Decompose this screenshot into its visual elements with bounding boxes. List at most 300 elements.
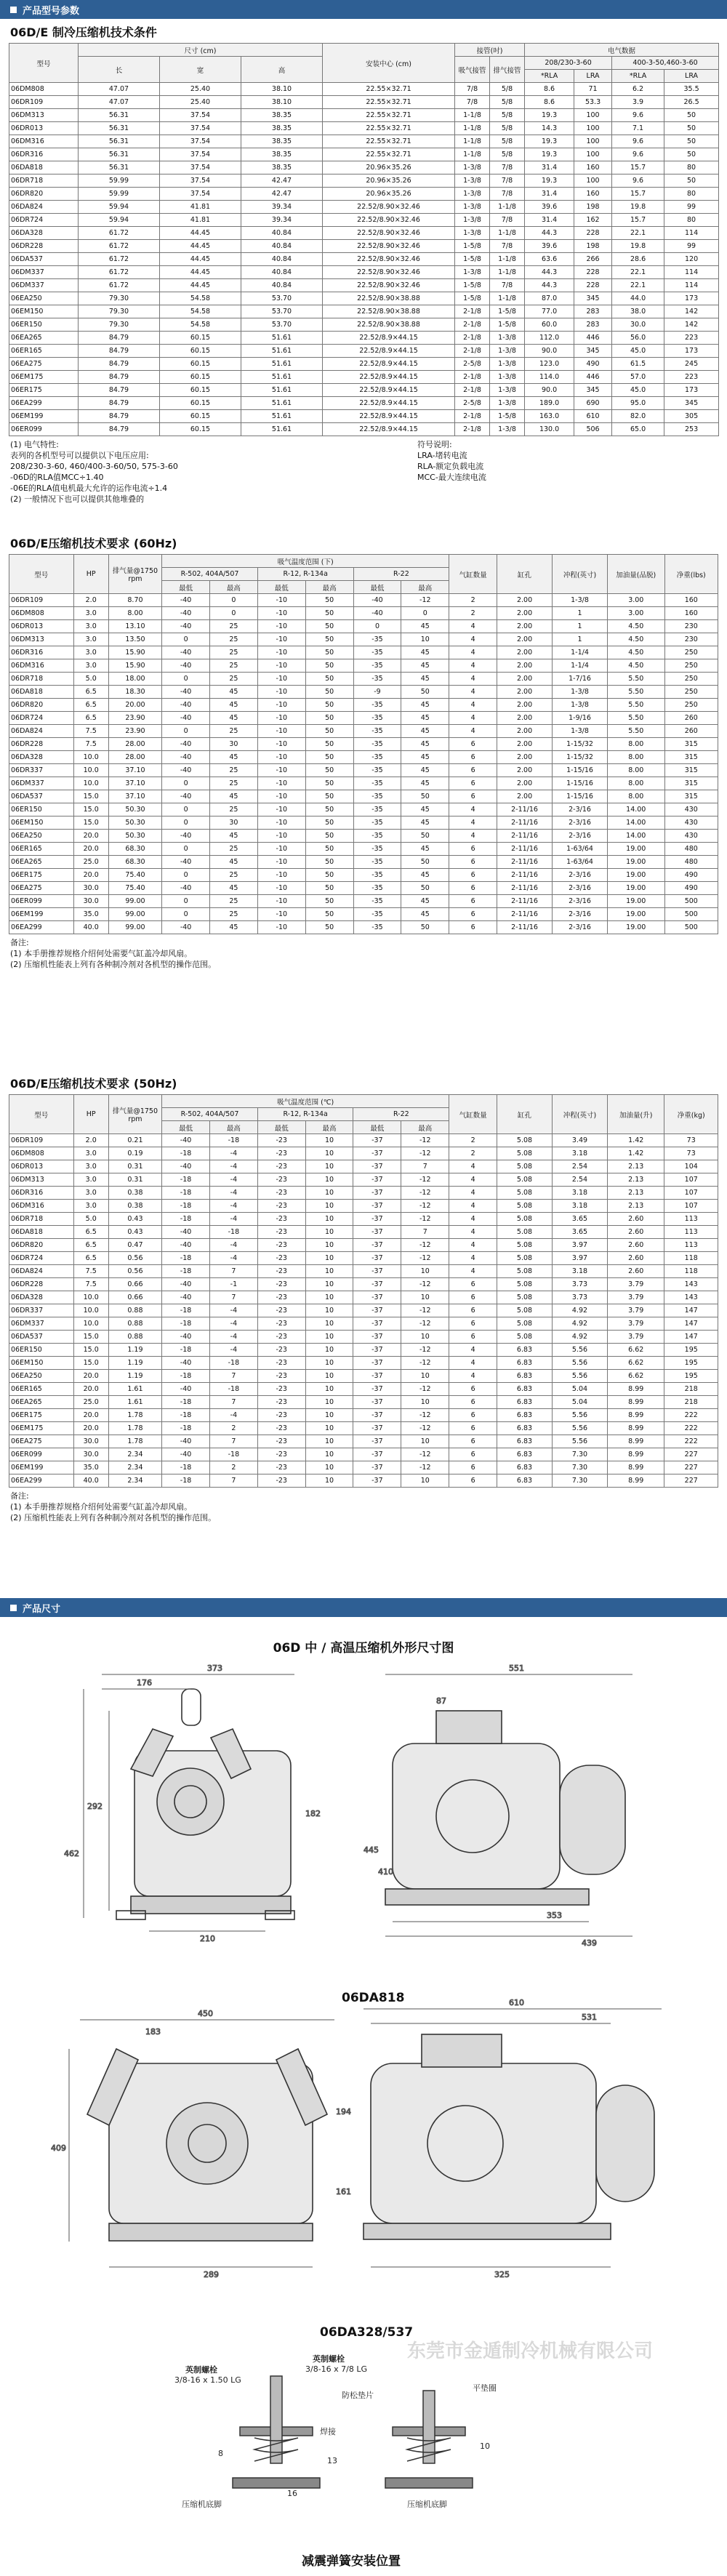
table-cell: 430 xyxy=(664,830,718,843)
table-cell: -37 xyxy=(353,1147,401,1160)
table-cell: 06EM175 xyxy=(9,371,79,384)
table-cell: 1-15/16 xyxy=(553,790,608,803)
table-cell: 68.30 xyxy=(108,856,161,869)
table-cell: 1-3/8 xyxy=(553,725,608,738)
table-cell: 5/8 xyxy=(490,148,525,161)
dim-610: 610 xyxy=(509,1998,524,2007)
table-cell: 1-1/8 xyxy=(490,292,525,305)
table-cell: 06DM808 xyxy=(9,1147,74,1160)
col-max: 最高 xyxy=(210,581,258,594)
col-min: 最低 xyxy=(353,1121,401,1134)
table-cell: 6 xyxy=(449,764,497,777)
table-cell: -37 xyxy=(353,1331,401,1344)
table-cell: 47.07 xyxy=(79,83,160,96)
section-bar xyxy=(0,0,727,19)
table-cell: 37.54 xyxy=(160,109,241,122)
table-cell: -12 xyxy=(401,1383,449,1396)
table-row xyxy=(9,699,718,712)
table-cell: 06EM199 xyxy=(9,908,74,921)
table-cell: 90.0 xyxy=(525,384,574,397)
table-cell: 19.3 xyxy=(525,109,574,122)
table-row xyxy=(9,1383,718,1396)
table-cell: 44.45 xyxy=(160,240,241,253)
table-cell: 2.00 xyxy=(497,790,553,803)
table-cell: 10 xyxy=(305,1187,353,1200)
table-cell: -18 xyxy=(209,1357,257,1370)
table-cell: 39.34 xyxy=(241,214,323,227)
table-cell: 30.0 xyxy=(612,318,664,332)
table-cell: 490 xyxy=(574,358,612,371)
table-cell: 1.78 xyxy=(108,1435,161,1448)
table-cell: 107 xyxy=(664,1173,718,1187)
table-cell: 06DA818 xyxy=(9,161,79,174)
table-cell: 5.08 xyxy=(497,1304,553,1317)
table-cell: -35 xyxy=(353,843,401,856)
table-cell: 6 xyxy=(449,1396,497,1409)
table-row xyxy=(9,1409,718,1422)
table-cell: 99.00 xyxy=(108,908,161,921)
table-cell: -10 xyxy=(257,659,305,673)
table-cell: 1 xyxy=(553,607,608,620)
table-cell: 59.94 xyxy=(79,201,160,214)
table-cell: 1-3/8 xyxy=(553,686,608,699)
table-cell: 4.92 xyxy=(552,1331,607,1344)
table-cell: -37 xyxy=(353,1344,401,1357)
table-cell: 8.70 xyxy=(108,594,161,607)
table-row xyxy=(9,921,718,934)
table-cell: 45 xyxy=(401,725,449,738)
table-cell: 37.54 xyxy=(160,122,241,135)
table-cell: 40.84 xyxy=(241,266,323,279)
table-cell: 0.38 xyxy=(108,1200,161,1213)
table-cell: 50 xyxy=(305,816,353,830)
table-cell: 5/8 xyxy=(490,109,525,122)
table-cell: 25.0 xyxy=(73,1396,108,1409)
table-cell: 31.4 xyxy=(525,214,574,227)
table-row xyxy=(9,201,719,214)
table-cell: 38.35 xyxy=(241,109,323,122)
table-cell: -37 xyxy=(353,1435,401,1448)
note-line: -06D的RLA值MCC÷1.40 xyxy=(10,473,104,482)
table-cell: 5.08 xyxy=(497,1213,553,1226)
table-cell: 6 xyxy=(449,908,497,921)
table-cell: 06ER099 xyxy=(9,1448,74,1461)
table-cell: 1-7/16 xyxy=(553,673,608,686)
table-cell: 37.54 xyxy=(160,161,241,174)
table-cell: 40.84 xyxy=(241,253,323,266)
table-cell: 22.1 xyxy=(612,266,664,279)
table-cell: 173 xyxy=(664,384,719,397)
table-cell: 06ER150 xyxy=(9,1344,74,1357)
table-cell: 20.0 xyxy=(73,1370,108,1383)
table-cell: 37.54 xyxy=(160,188,241,201)
table-cell: 84.79 xyxy=(79,332,160,345)
table-cell: -10 xyxy=(257,725,305,738)
table-cell: 142 xyxy=(664,318,719,332)
table-cell: 50 xyxy=(401,790,449,803)
table-cell: -12 xyxy=(401,1213,449,1226)
table-cell: 227 xyxy=(664,1448,718,1461)
table-cell: 06DR337 xyxy=(9,1304,74,1317)
table-cell: 7/8 xyxy=(490,188,525,201)
table-cell: 19.00 xyxy=(608,843,665,856)
dim-161: 161 xyxy=(336,2187,351,2196)
table-cell: 45 xyxy=(401,738,449,751)
table-cell: -40 xyxy=(162,1448,210,1461)
table-row xyxy=(9,607,718,620)
table-cell: 06EA265 xyxy=(9,856,74,869)
table-cell: -40 xyxy=(162,1239,210,1252)
table-cell: -40 xyxy=(162,1383,210,1396)
table-cell: 3.49 xyxy=(552,1134,607,1147)
table-cell: -40 xyxy=(162,856,210,869)
table-cell: 31.4 xyxy=(525,161,574,174)
table-cell: -10 xyxy=(257,908,305,921)
table-cell: 22.52/8.90×32.46 xyxy=(323,266,455,279)
table-cell: -12 xyxy=(401,1409,449,1422)
table-cell: -35 xyxy=(353,725,401,738)
table-cell: -40 xyxy=(162,882,210,895)
table-cell: 3.0 xyxy=(73,620,108,633)
table-cell: -18 xyxy=(162,1265,210,1278)
table-cell: 10 xyxy=(305,1409,353,1422)
table-cell: 2-11/16 xyxy=(497,843,553,856)
section-bar-title: 产品型号参数 xyxy=(23,5,80,17)
table-cell: 22.52/8.90×38.88 xyxy=(323,292,455,305)
table-cell: 38.10 xyxy=(241,96,323,109)
table-cell: 2.00 xyxy=(497,764,553,777)
tech-60hz-section xyxy=(0,534,727,970)
table-cell: 14.00 xyxy=(608,803,665,816)
table-row xyxy=(9,332,719,345)
table-cell: 06EA275 xyxy=(9,882,74,895)
table-row xyxy=(9,397,719,410)
table-cell: -40 xyxy=(162,1134,210,1147)
table-cell: 15.90 xyxy=(108,659,161,673)
table-cell: 56.0 xyxy=(612,332,664,345)
table-cell: 06DM337 xyxy=(9,1317,74,1331)
table-cell: 223 xyxy=(664,332,719,345)
table-cell: 45 xyxy=(401,751,449,764)
table-cell: 5.56 xyxy=(552,1370,607,1383)
col-min: 最低 xyxy=(162,1121,210,1134)
table-cell: 1-15/32 xyxy=(553,751,608,764)
table-cell: 75.40 xyxy=(108,869,161,882)
table-cell: 30 xyxy=(210,816,258,830)
table-row xyxy=(9,410,719,423)
table-row xyxy=(9,266,719,279)
table-cell: 79.30 xyxy=(79,292,160,305)
table-cell: 1-15/16 xyxy=(553,777,608,790)
table-cell: 50 xyxy=(305,856,353,869)
table-cell: -23 xyxy=(257,1187,305,1200)
table-cell: 06DR013 xyxy=(9,620,74,633)
table-cell: 1 xyxy=(553,620,608,633)
table-row xyxy=(9,240,719,253)
col-weight: 净重(lbs) xyxy=(664,555,718,594)
table-cell: 10.0 xyxy=(73,764,108,777)
col-min: 最低 xyxy=(353,581,401,594)
table-cell: 198 xyxy=(574,240,612,253)
table-cell: 1 xyxy=(553,633,608,646)
table-cell: 266 xyxy=(574,253,612,266)
table-cell: -18 xyxy=(162,1344,210,1357)
table-cell: 5.08 xyxy=(497,1147,553,1160)
table-cell: 2.60 xyxy=(607,1239,664,1252)
table-cell: 1-3/8 xyxy=(455,227,490,240)
table-cell: -37 xyxy=(353,1317,401,1331)
col-wide: 宽 xyxy=(160,57,241,83)
table-cell: 0 xyxy=(210,607,258,620)
table-cell: 8.00 xyxy=(608,777,665,790)
table-row xyxy=(9,856,718,869)
table-cell: 15.0 xyxy=(73,790,108,803)
col-model: 型号 xyxy=(9,555,74,594)
table-cell: 2-5/8 xyxy=(455,397,490,410)
table-cell: 5.08 xyxy=(497,1291,553,1304)
table-cell: 2 xyxy=(449,1147,497,1160)
table-cell: 35.5 xyxy=(664,83,719,96)
table-cell: 2.34 xyxy=(108,1448,161,1461)
table-cell: -10 xyxy=(257,816,305,830)
table-cell: 06DA537 xyxy=(9,790,74,803)
table-cell: 143 xyxy=(664,1291,718,1304)
table-cell: 06DR820 xyxy=(9,1239,74,1252)
table-cell: 50 xyxy=(664,174,719,188)
col-min: 最低 xyxy=(162,581,210,594)
table-cell: 100 xyxy=(574,174,612,188)
dim-182: 182 xyxy=(305,1809,321,1818)
table-cell: 06DA818 xyxy=(9,686,74,699)
table-cell: 142 xyxy=(664,305,719,318)
table-cell: 59.99 xyxy=(79,174,160,188)
table-cell: 2.00 xyxy=(497,777,553,790)
table-row xyxy=(9,633,718,646)
table-cell: 50 xyxy=(305,594,353,607)
table-cell: 1-1/8 xyxy=(455,135,490,148)
table-cell: 4 xyxy=(449,1213,497,1226)
table-cell: 5.50 xyxy=(608,686,665,699)
table-cell: 7 xyxy=(209,1474,257,1488)
col-max: 最高 xyxy=(401,1121,449,1134)
table-cell: 10 xyxy=(305,1357,353,1370)
table-cell: 39.34 xyxy=(241,201,323,214)
table-cell: -12 xyxy=(401,1252,449,1265)
col-tube: 接管(吋) xyxy=(455,44,525,57)
table-cell: 7.30 xyxy=(552,1461,607,1474)
table-cell: 6.83 xyxy=(497,1422,553,1435)
table-row xyxy=(9,751,718,764)
table-cell: -23 xyxy=(257,1448,305,1461)
table-cell: -23 xyxy=(257,1173,305,1187)
col-long: 长 xyxy=(79,57,160,83)
table-cell: 3.79 xyxy=(607,1304,664,1317)
table-cell: 25 xyxy=(210,908,258,921)
table-cell: -12 xyxy=(401,1147,449,1160)
table-cell: 1-5/8 xyxy=(490,305,525,318)
table-cell: 22.55×32.71 xyxy=(323,109,455,122)
table-cell: 61.72 xyxy=(79,227,160,240)
table-cell: 18.30 xyxy=(108,686,161,699)
table-cell: 06DA824 xyxy=(9,1265,74,1278)
table-cell: 1-5/8 xyxy=(490,410,525,423)
dim-439: 439 xyxy=(582,1938,597,1948)
table-cell: 2-3/16 xyxy=(553,869,608,882)
table-cell: -12 xyxy=(401,1344,449,1357)
table-cell: 1.19 xyxy=(108,1357,161,1370)
table-row xyxy=(9,174,719,188)
notes-left xyxy=(10,439,727,505)
table-cell: 1.78 xyxy=(108,1422,161,1435)
table-cell: 37.10 xyxy=(108,777,161,790)
table-cell: 9.6 xyxy=(612,109,664,122)
table-cell: 8.99 xyxy=(607,1448,664,1461)
dim-section-bar xyxy=(0,1598,727,1617)
table-cell: 50 xyxy=(305,699,353,712)
table-cell: 06ER150 xyxy=(9,803,74,816)
table-cell: -40 xyxy=(162,1291,210,1304)
table-cell: 4.50 xyxy=(608,646,665,659)
table-cell: -4 xyxy=(209,1187,257,1200)
table-cell: 19.3 xyxy=(525,148,574,161)
dim-16: 16 xyxy=(287,2489,297,2498)
table-cell: -37 xyxy=(353,1265,401,1278)
table-cell: 28.00 xyxy=(108,751,161,764)
table-cell: 118 xyxy=(664,1252,718,1265)
table-cell: 59.94 xyxy=(79,214,160,227)
table-cell: 610 xyxy=(574,410,612,423)
table-row xyxy=(9,803,718,816)
t60-heading: 06D/E压缩机技术要求 (60Hz) xyxy=(10,537,177,550)
table-cell: 06EM150 xyxy=(9,1357,74,1370)
table-cell: 1-9/16 xyxy=(553,712,608,725)
table-cell: 1-5/8 xyxy=(455,240,490,253)
table-cell: 59.99 xyxy=(79,188,160,201)
col-lra2: LRA xyxy=(664,70,719,83)
table-cell: 5.56 xyxy=(552,1422,607,1435)
table-cell: 15.0 xyxy=(73,803,108,816)
table-cell: 20.00 xyxy=(108,699,161,712)
table-cell: 6.83 xyxy=(497,1435,553,1448)
table-cell: -35 xyxy=(353,712,401,725)
table-row xyxy=(9,122,719,135)
table-cell: 19.00 xyxy=(608,895,665,908)
table-row xyxy=(9,1331,718,1344)
table-cell: -37 xyxy=(353,1187,401,1200)
table-cell: 45 xyxy=(401,764,449,777)
table-cell: 50.30 xyxy=(108,816,161,830)
table-cell: 45 xyxy=(210,856,258,869)
table-row xyxy=(9,738,718,751)
table-cell: 2.13 xyxy=(607,1173,664,1187)
dim-10: 10 xyxy=(480,2441,490,2451)
col-oil: 加油量(品脱) xyxy=(608,555,665,594)
table-cell: 50 xyxy=(401,921,449,934)
table-cell: 15.0 xyxy=(73,1357,108,1370)
table-cell: 4 xyxy=(449,659,497,673)
table-cell: 222 xyxy=(664,1422,718,1435)
table-cell: 51.61 xyxy=(241,410,323,423)
table-cell: -35 xyxy=(353,882,401,895)
table-cell: 80 xyxy=(664,188,719,201)
table-cell: 10 xyxy=(401,633,449,646)
table-cell: -4 xyxy=(209,1173,257,1187)
table-cell: 38.35 xyxy=(241,161,323,174)
table-cell: 7 xyxy=(209,1396,257,1409)
table-cell: 50 xyxy=(664,148,719,161)
table-cell: 2-3/16 xyxy=(553,830,608,843)
table-cell: -4 xyxy=(209,1160,257,1173)
table-cell: 75.40 xyxy=(108,882,161,895)
table-cell: 45 xyxy=(210,882,258,895)
table-cell: 45 xyxy=(401,699,449,712)
table-cell: 19.00 xyxy=(608,869,665,882)
table-cell: -35 xyxy=(353,895,401,908)
table-cell: -40 xyxy=(162,646,210,659)
table-cell: 6.83 xyxy=(497,1474,553,1488)
table-cell: 53.70 xyxy=(241,318,323,332)
table-cell: 107 xyxy=(664,1200,718,1213)
table-cell: 0.31 xyxy=(108,1173,161,1187)
table-cell: 315 xyxy=(664,764,718,777)
table-cell: -23 xyxy=(257,1357,305,1370)
table-cell: 25.40 xyxy=(160,96,241,109)
table-cell: -10 xyxy=(257,856,305,869)
table-cell: 5/8 xyxy=(490,135,525,148)
table-cell: 2.54 xyxy=(552,1173,607,1187)
table-cell: 0.66 xyxy=(108,1291,161,1304)
table-cell: 45 xyxy=(401,777,449,790)
table-cell: 61.72 xyxy=(79,266,160,279)
table-cell: 173 xyxy=(664,345,719,358)
table-cell: 10 xyxy=(401,1370,449,1383)
table-cell: 1-3/8 xyxy=(553,594,608,607)
table-cell: 54.58 xyxy=(160,292,241,305)
table-cell: -35 xyxy=(353,673,401,686)
table-row xyxy=(9,1134,718,1147)
table-cell: 22.52/8.90×38.88 xyxy=(323,318,455,332)
table-cell: 2.00 xyxy=(497,712,553,725)
table-cell: 3.0 xyxy=(73,607,108,620)
table-cell: 5.50 xyxy=(608,725,665,738)
table-cell: 2 xyxy=(449,607,497,620)
table-cell: 6 xyxy=(449,1474,497,1488)
table-cell: 19.00 xyxy=(608,908,665,921)
table-cell: 2.0 xyxy=(73,1134,108,1147)
table-cell: -37 xyxy=(353,1396,401,1409)
table-cell: 118 xyxy=(664,1265,718,1278)
table-cell: -4 xyxy=(209,1200,257,1213)
table-cell: 2.00 xyxy=(497,659,553,673)
table-cell: -23 xyxy=(257,1331,305,1344)
table-cell: 2-3/16 xyxy=(553,816,608,830)
t50-notes xyxy=(10,1490,727,1523)
table-cell: 22.52/8.90×32.46 xyxy=(323,214,455,227)
table-cell: 305 xyxy=(664,410,719,423)
table-cell: 10 xyxy=(305,1383,353,1396)
table-cell: -23 xyxy=(257,1422,305,1435)
table-cell: 160 xyxy=(574,188,612,201)
table-row xyxy=(9,1357,718,1370)
table-cell: 06ER175 xyxy=(9,384,79,397)
table-cell: 6 xyxy=(449,751,497,764)
table-cell: 06EM150 xyxy=(9,816,74,830)
table-cell: 223 xyxy=(664,371,719,384)
table-cell: 84.79 xyxy=(79,410,160,423)
table-cell: 2.00 xyxy=(497,738,553,751)
table-cell: -23 xyxy=(257,1239,305,1252)
table-cell: 25 xyxy=(210,803,258,816)
